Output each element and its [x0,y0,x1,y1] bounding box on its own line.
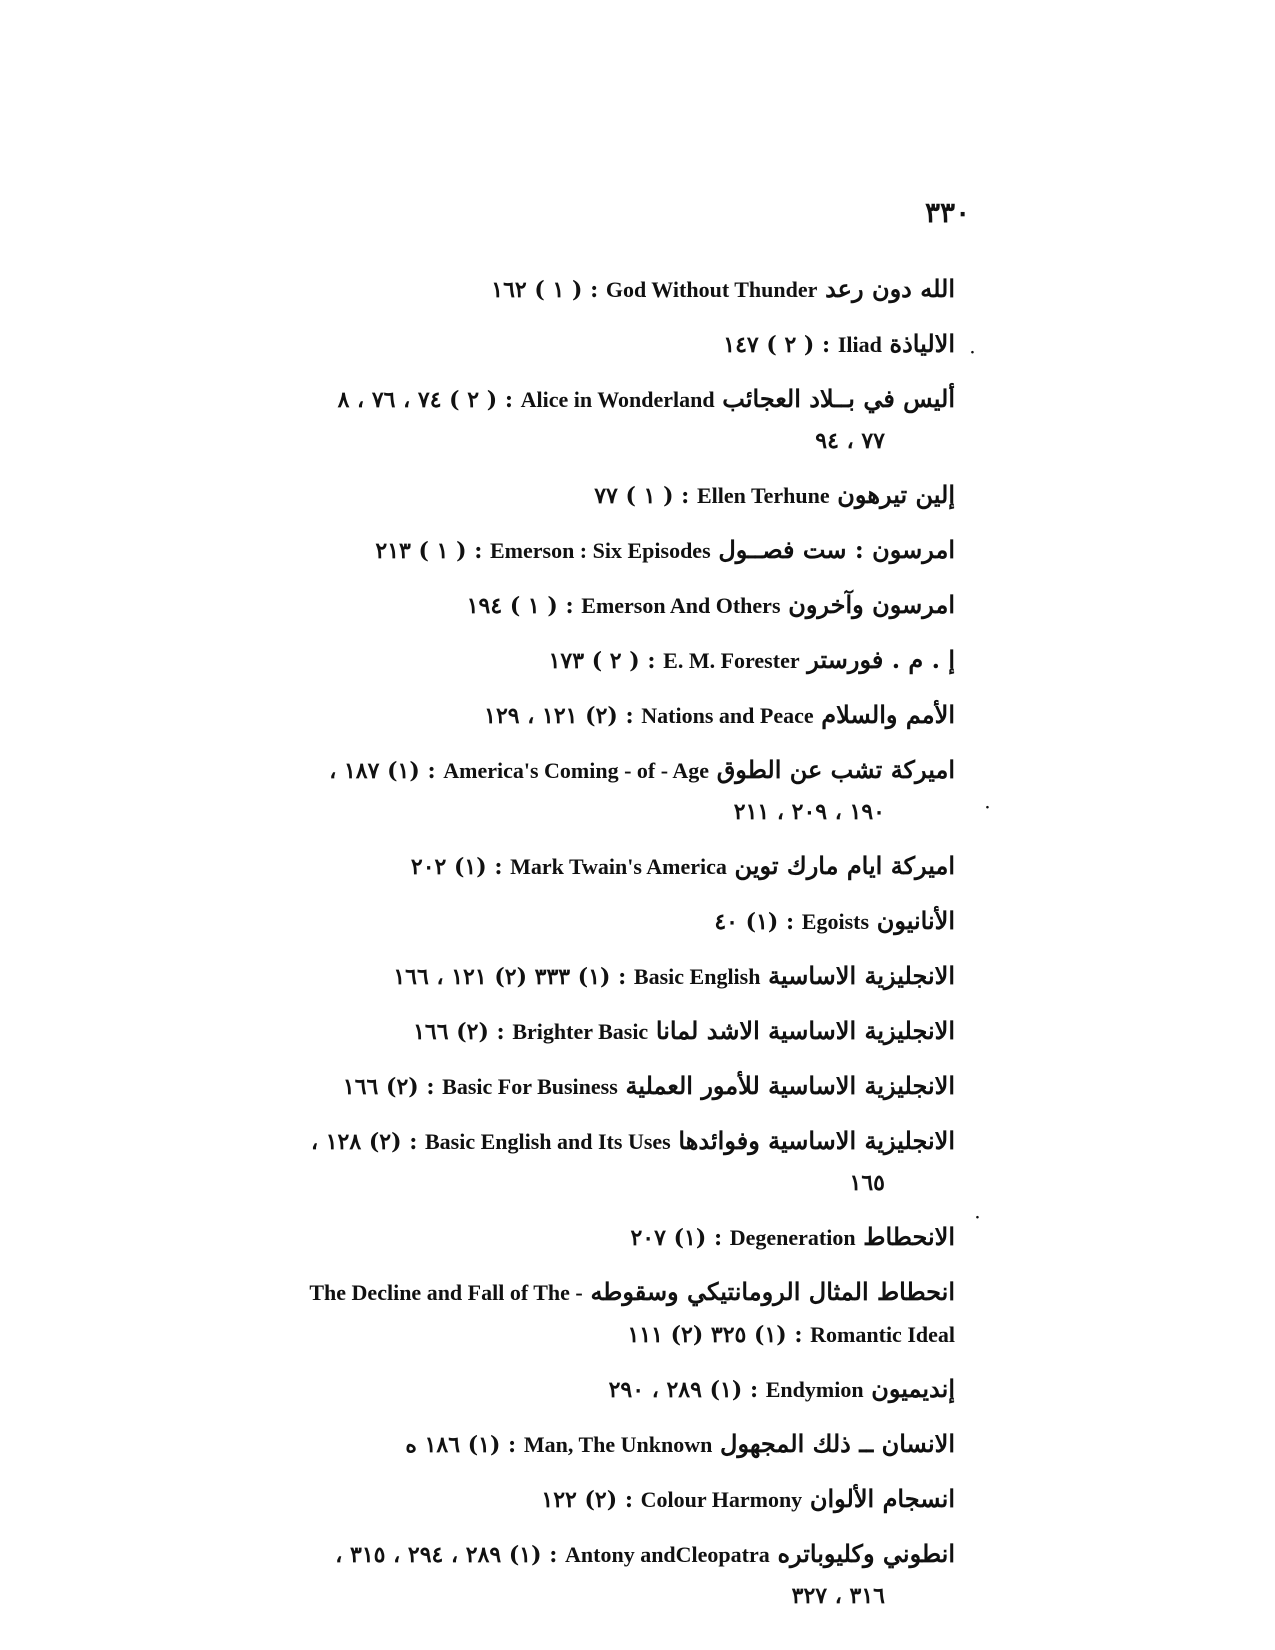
entry-separator: : [549,1542,558,1568]
entry-separator: : [590,277,599,303]
entry-arabic-title: الالياذة [889,329,955,358]
entry-page-refs: (١) ٢٨٩ ، ٢٩٠ [608,1377,743,1403]
entry-english-title: Mark Twain's America [510,854,727,879]
index-entry [235,474,955,517]
entry-separator: : [681,483,690,509]
entry-page-refs: ( ١ ) ٢١٣ [375,538,467,564]
index-entry [235,1368,955,1411]
entry-english-title: Basic For Business [442,1074,618,1099]
entry-arabic-title: اميركة ايام مارك توين [734,851,955,880]
entry-page-refs: (٢) ١٢٨ ، [310,1129,402,1155]
entry-page-refs-continued: ١٦٥ [849,1170,885,1196]
entry-english-title: Colour Harmony [640,1487,803,1512]
entry-arabic-title: انحطاط المثال الرومانتيكي وسقوطه [590,1277,955,1306]
entry-english-title: Nations and Peace [641,703,814,728]
entry-arabic-title: الانحطاط [863,1222,955,1251]
index-entry [235,639,955,682]
entry-arabic-title: الانجليزية الاساسية الاشد لمانا [655,1016,955,1045]
entry-arabic-title: انطوني وكليوباتره [777,1539,955,1568]
entry-separator: : [713,1225,723,1251]
entry-page-refs: (١) ١٨٦ ه [405,1432,501,1458]
entry-english-title: Basic English and Its Uses [424,1129,671,1154]
page-number: ٣٣٠ [925,196,971,229]
scan-speck: · [970,345,975,361]
index-list [235,268,955,1629]
entry-separator: : [565,593,574,619]
index-entry [235,955,955,998]
entry-separator: : [647,648,656,674]
entry-page-refs: (١) ٣٢٥ (٢) ١١١ [627,1322,787,1348]
entry-arabic-title: الانجليزية الاساسية [768,961,955,990]
entry-separator: : [785,909,795,935]
index-entry [235,378,955,462]
index-entry [235,1271,955,1356]
entry-page-refs: (١) ٢٠٢ [410,854,487,880]
entry-english-title: Alice in Wonderland [520,387,715,412]
entry-english-title: Endymion [765,1377,864,1402]
entry-arabic-title: الانجليزية الاساسية للأمور العملية [625,1071,955,1100]
index-entry [235,900,955,943]
entry-arabic-title: الأنانيون [876,906,955,935]
entry-english-title: Emerson And Others [581,593,781,618]
entry-english-title: E. M. Forester [663,648,800,673]
entry-page-refs: ( ٢ ) ١٧٣ [548,648,640,674]
entry-separator: : [794,1322,803,1348]
entry-english-title: Basic English [633,964,761,989]
scan-speck: · [975,1210,980,1226]
entry-page-refs: ( ٢ ) ٧٤ ، ٧٦ ، ٨ [337,387,498,413]
entry-separator: : [508,1432,517,1458]
entry-arabic-title: إنديميون [871,1374,955,1403]
index-entry [235,529,955,572]
entry-english-title: Emerson : Six Episodes [489,538,711,563]
entry-english-title: Iliad [837,332,882,357]
entry-english-title: Brighter Basic [512,1019,649,1044]
index-entry [235,1478,955,1521]
entry-page-refs: ( ١ ) ٧٧ [594,483,674,509]
entry-english-title: Egoists [801,909,870,934]
index-entry [235,584,955,627]
entry-arabic-title: امرسون وآخرون [788,590,955,619]
entry-page-refs: (١) ٢٨٩ ، ٢٩٤ ، ٣١٥ ، [335,1542,542,1568]
entry-page-refs: ( ٢ ) ١٤٧ [723,332,815,358]
entry-arabic-title: إلين تيرهون [837,480,955,509]
entry-page-refs: (٢) ١٦٦ [342,1074,419,1100]
entry-english-title: Ellen Terhune [696,483,830,508]
entry-page-refs: (١) ٢٠٧ [630,1225,707,1251]
entry-arabic-title: امرسون : ست فصــول [718,535,955,564]
entry-separator: : [409,1129,418,1155]
entry-page-refs: (٢) ١٢٢ [541,1487,618,1513]
index-entry [235,749,955,833]
entry-page-refs: (١) ١٨٧ ، [329,758,420,784]
index-entry [235,694,955,737]
index-entry [235,323,955,366]
index-entry [235,1010,955,1053]
entry-page-refs: ( ١ ) ١٩٤ [466,593,558,619]
entry-separator: : [624,1487,633,1513]
index-entry [235,1216,955,1259]
entry-page-refs-continued: ٣١٦ ، ٣٢٧ [791,1583,885,1609]
entry-english-title: America's Coming - of - Age [443,758,710,783]
entry-page-refs: (١) ٣٣٣ (٢) ١٢١ ، ١٦٦ [393,964,611,990]
entry-english-title: Degeneration [729,1225,856,1250]
index-entry [235,1423,955,1466]
entry-arabic-title: إ . م . فورستر [807,645,955,674]
entry-arabic-title: الانجليزية الاساسية وفوائدها [678,1126,955,1155]
entry-page-refs: ( ١ ) ١٦٢ [491,277,583,303]
entry-separator: : [618,964,627,990]
entry-separator: : [427,758,436,784]
index-entry [235,1120,955,1204]
entry-arabic-title: انسجام الألوان [809,1484,955,1513]
entry-separator: : [749,1377,759,1403]
entry-separator: : [494,854,503,880]
entry-arabic-title: الانسان ــ ذلك المجهول [720,1429,955,1458]
index-entry [235,268,955,311]
entry-separator: : [504,387,513,413]
entry-page-refs: (٢) ١٦٦ [413,1019,489,1045]
entry-arabic-title: أليس في بــلاد العجائب [722,384,955,413]
entry-separator: : [474,538,483,564]
entry-arabic-title: الأمم والسلام [821,700,955,729]
entry-english-title: Man, The Unknown [523,1432,713,1457]
entry-arabic-title: الله دون رعد [825,274,955,303]
entry-arabic-title: اميركة تشب عن الطوق [716,755,955,784]
entry-separator: : [625,703,634,729]
entry-page-refs-continued: ٧٧ ، ٩٤ [815,428,885,454]
entry-page-refs: (١) ٤٠ [714,909,779,935]
entry-separator: : [822,332,831,358]
entry-page-refs: (٢) ١٢١ ، ١٢٩ [484,703,618,729]
scan-speck: · [985,800,990,816]
index-entry [235,1533,955,1617]
entry-english-title: The Decline and Fall of The - Romantic Ideal [309,1280,955,1347]
entry-separator: : [426,1074,435,1100]
index-entry [235,1065,955,1108]
entry-page-refs-continued: ١٩٠ ، ٢٠٩ ، ٢١١ [733,799,885,825]
entry-english-title: Antony andCleopatra [565,1542,770,1567]
entry-english-title: God Without Thunder [605,277,818,302]
entry-separator: : [496,1019,505,1045]
index-entry [235,845,955,888]
